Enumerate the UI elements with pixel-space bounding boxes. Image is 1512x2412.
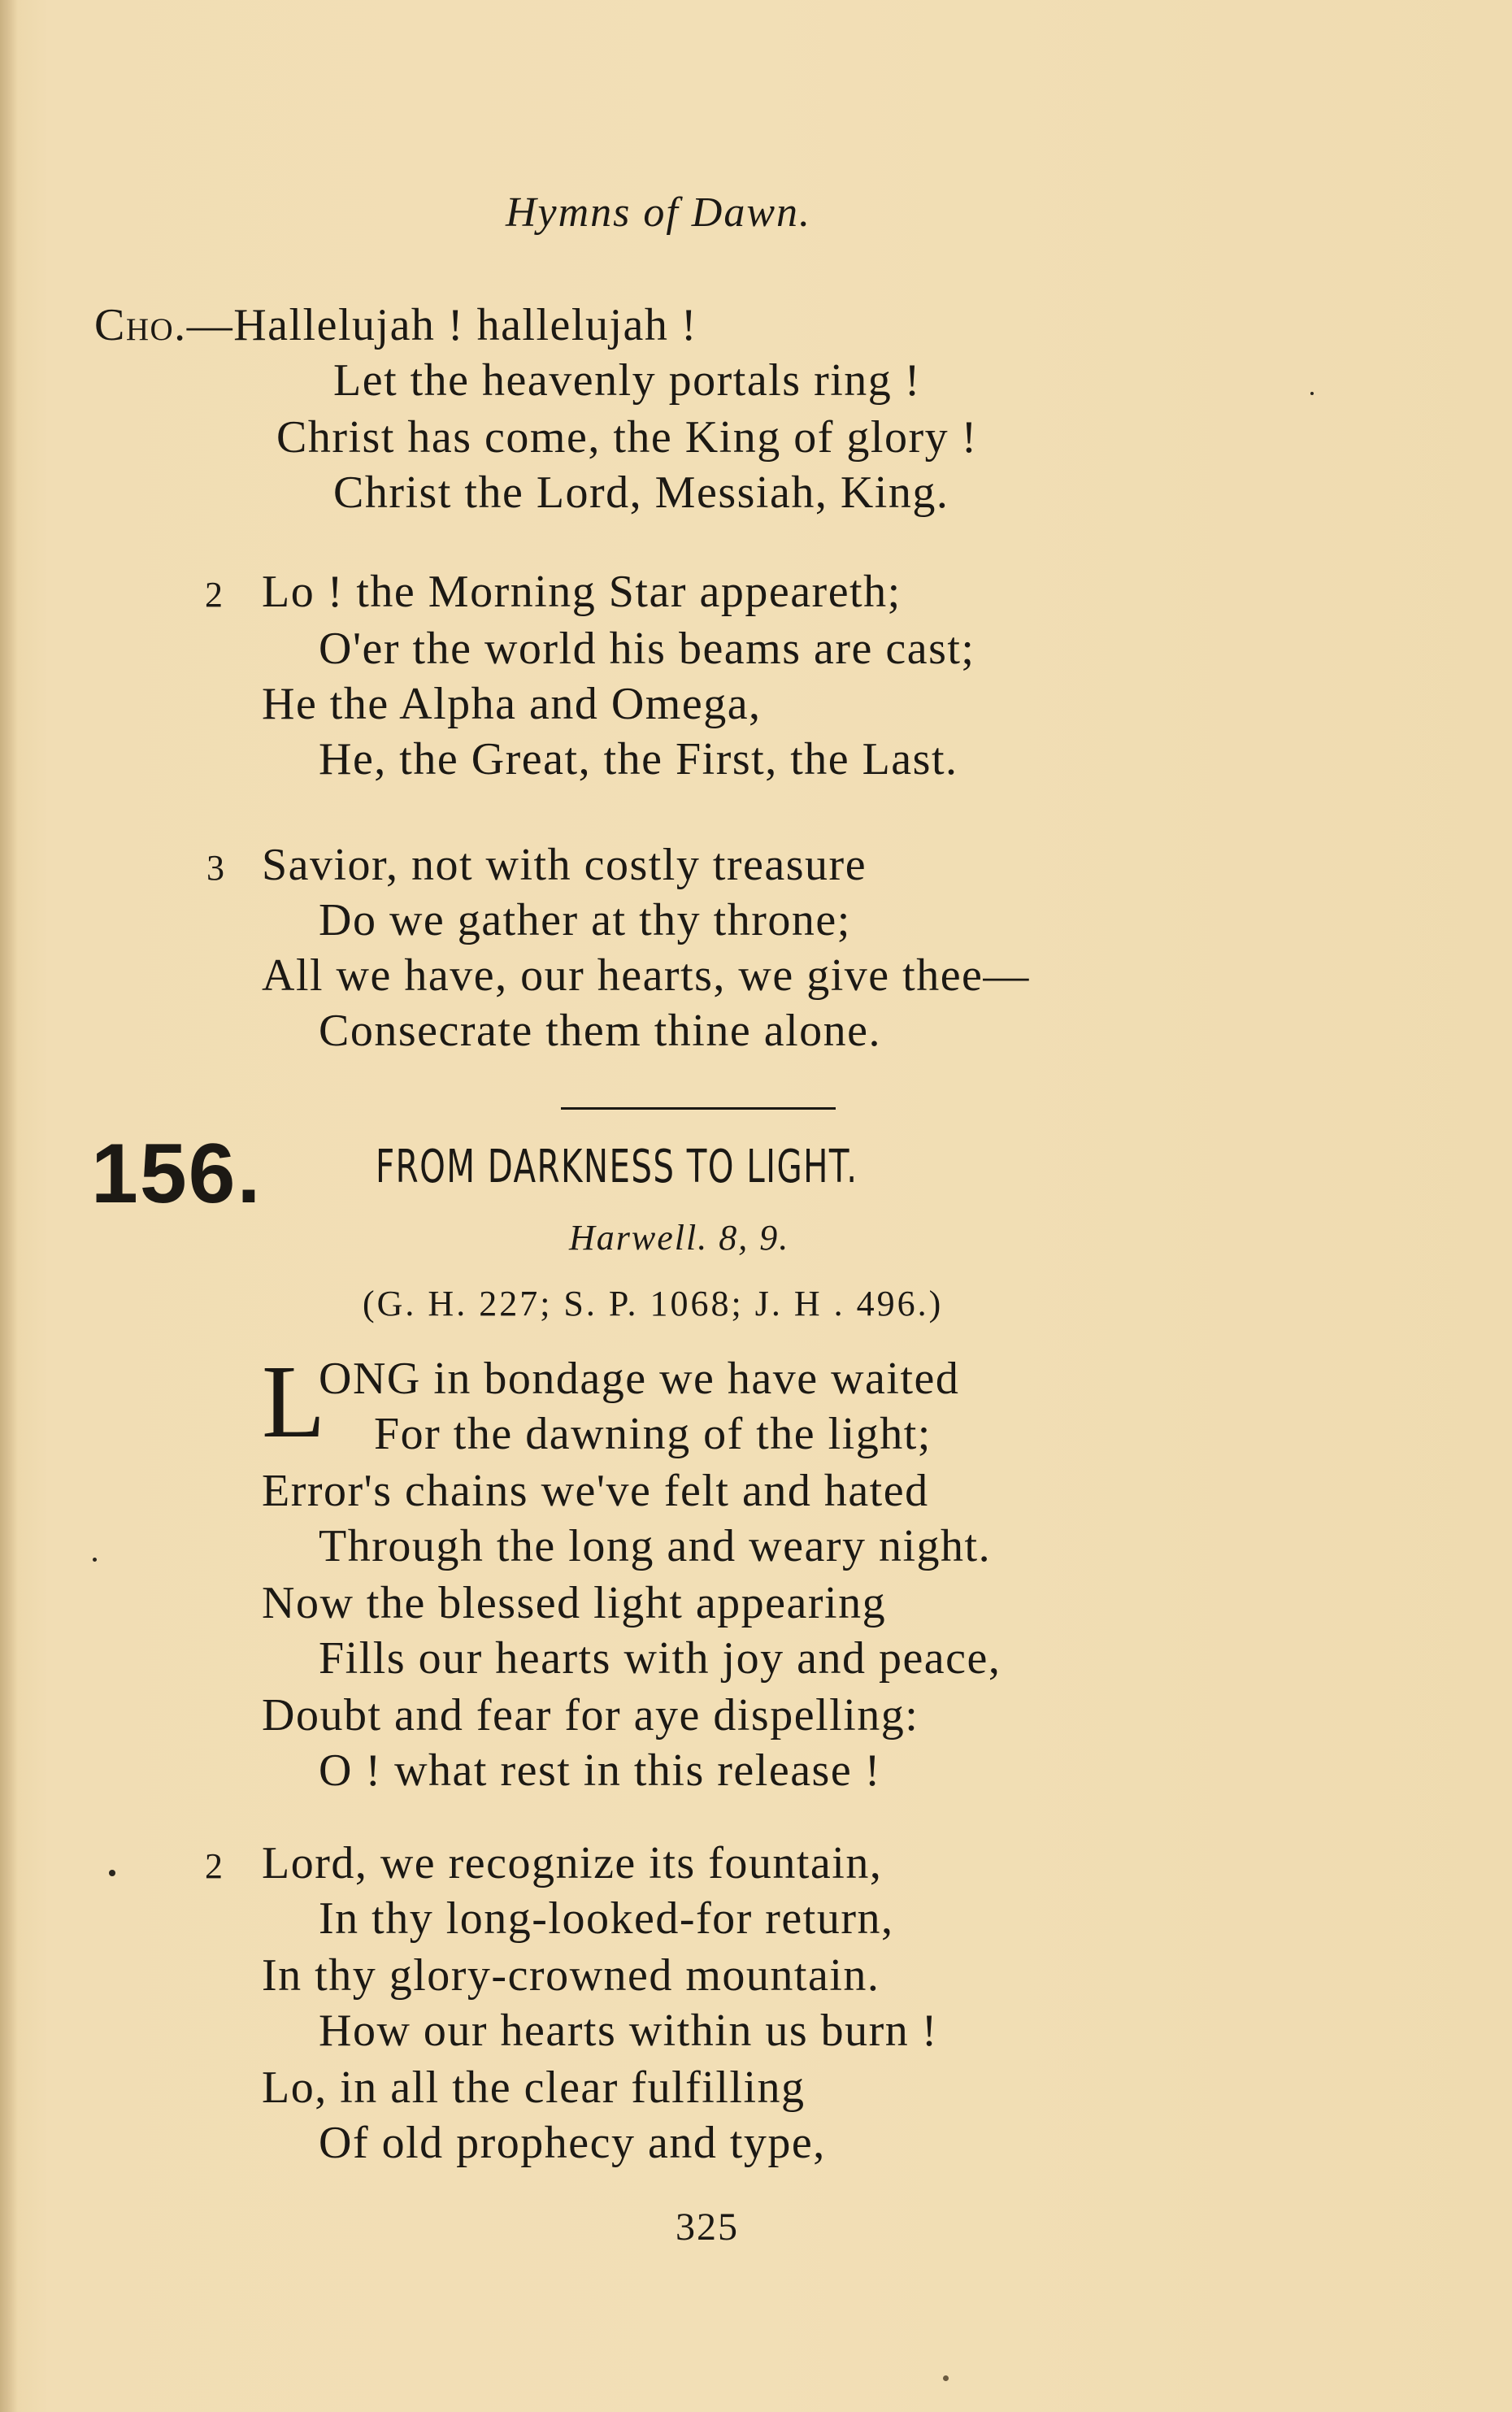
verse-line: Savior, not with costly treasure (262, 840, 867, 890)
verse-number: 2 (205, 1846, 223, 1886)
chorus-line-1 (94, 302, 697, 348)
verse-line: In thy glory-crowned mountain. (262, 1950, 880, 2001)
running-head: Hymns of Dawn. (505, 189, 812, 236)
hymn-number: 156. (91, 1127, 263, 1221)
verse-line: Lo, in all the clear fulfilling (262, 2062, 806, 2113)
verse-line: Lord, we recognize its fountain, (262, 1838, 883, 1888)
verse-line: Lo ! the Morning Star appeareth; (262, 567, 902, 617)
tune-name: Harwell. 8, 9. (569, 1218, 790, 1258)
verse-line: Doubt and fear for aye dispelling: (262, 1690, 919, 1741)
verse-line: In thy long-looked-for return, (319, 1893, 894, 1944)
binding-edge (0, 0, 18, 2412)
chorus-line-2: Let the heavenly portals ring ! (333, 355, 921, 406)
verse-line: O'er the world his beams are cast; (319, 624, 975, 674)
drop-cap: L (262, 1344, 326, 1459)
verse-line: All we have, our hearts, we give thee— (262, 950, 1030, 1001)
ink-speck (93, 1558, 97, 1562)
ink-speck (1310, 392, 1314, 395)
verse-line: Consecrate them thine alone. (319, 1006, 881, 1056)
ink-speck (109, 1870, 115, 1876)
verse-line: Of old prophecy and type, (319, 2118, 826, 2168)
verse-line: Error's chains we've felt and hated (262, 1466, 929, 1516)
verse-number: 2 (205, 575, 223, 615)
verse-line: ONG in bondage we have waited (319, 1354, 960, 1404)
chorus-line-4: Christ the Lord, Messiah, King. (333, 467, 949, 518)
page-number: 325 (676, 2206, 739, 2249)
verse-line: For the dawning of the light; (374, 1409, 932, 1459)
chorus-text-1: —Hallelujah ! hallelujah ! (186, 300, 698, 350)
hymnal-references: (G. H. 227; S. P. 1068; J. H . 496.) (363, 1284, 944, 1323)
verse-line: He the Alpha and Omega, (262, 679, 762, 729)
verse-line: Now the blessed light appearing (262, 1578, 887, 1628)
section-divider (561, 1107, 836, 1110)
verse-number: 3 (206, 848, 224, 888)
verse-line: Fills our hearts with joy and peace, (319, 1633, 1001, 1684)
verse-line: O ! what rest in this release ! (319, 1745, 881, 1796)
verse-line: He, the Great, the First, the Last. (319, 734, 958, 784)
chorus-line-3: Christ has come, the King of glory ! (276, 412, 978, 463)
verse-line: Do we gather at thy throne; (319, 895, 851, 945)
hymn-title: FROM DARKNESS TO LIGHT. (376, 1141, 858, 1193)
verse-line: How our hearts within us burn ! (319, 2006, 938, 2056)
ink-speck (943, 2375, 949, 2381)
verse-line: Through the long and weary night. (319, 1521, 992, 1571)
chorus-label: Cho. (94, 300, 187, 350)
